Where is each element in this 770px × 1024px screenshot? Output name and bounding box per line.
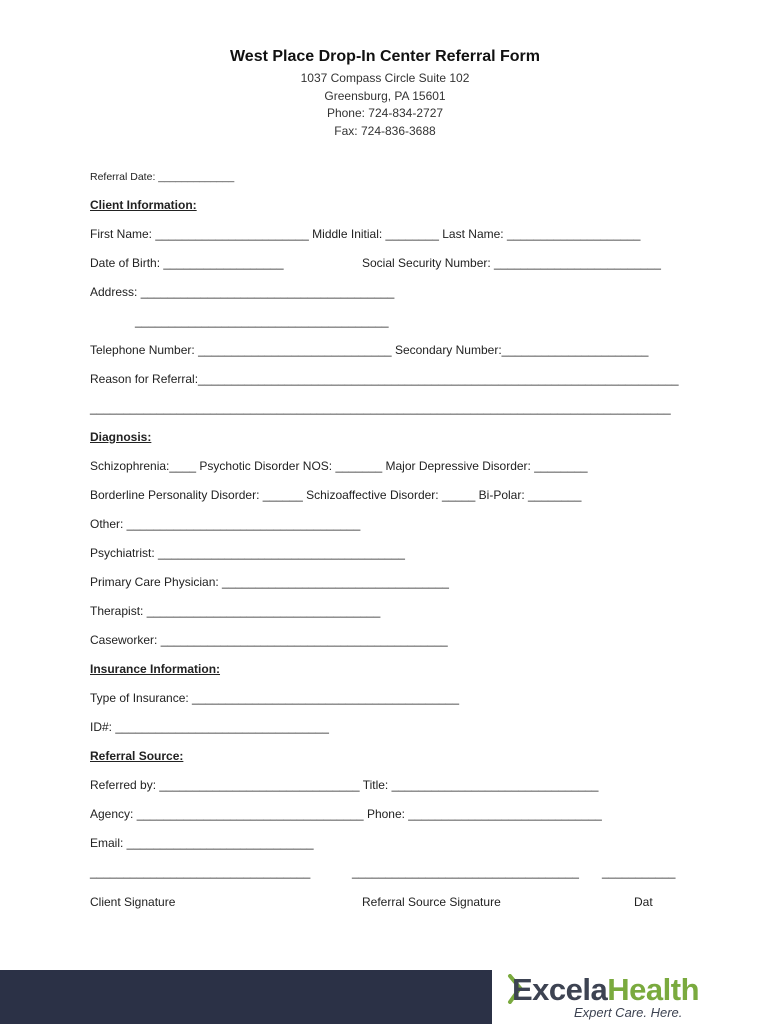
telephone-fields[interactable]: Telephone Number: _____________________________ Secondary Number:______________________ (90, 343, 649, 357)
referred-by-fields[interactable]: Referred by: ______________________________ Title: _______________________________ (90, 778, 599, 792)
date-label: Dat (634, 895, 653, 909)
name-fields[interactable]: First Name: _______________________ Middle Initial: ________ Last Name: ____________________ (90, 227, 641, 241)
logo-tagline: Expert Care. Here. (574, 1005, 683, 1020)
reason-for-referral-field[interactable]: Reason for Referral:________________________________________________________________________ (90, 372, 679, 386)
client-signature-label: Client Signature (90, 895, 176, 909)
client-info-heading: Client Information: (90, 198, 197, 212)
agency-phone-fields[interactable]: Agency: __________________________________ Phone: _____________________________ (90, 807, 602, 821)
ssn-field[interactable]: Social Security Number: _________________________ (362, 256, 661, 270)
referral-source-heading: Referral Source: (90, 749, 184, 763)
insurance-heading: Insurance Information: (90, 662, 221, 676)
primary-care-physician-field[interactable]: Primary Care Physician: __________________________________ (90, 575, 449, 589)
client-signature-line[interactable]: _________________________________ (90, 865, 311, 879)
referral-date-field[interactable]: Referral Date: _____________ (90, 171, 235, 183)
address-line-2: Greensburg, PA 15601 (324, 89, 446, 103)
fax-line: Fax: 724-836-3688 (334, 124, 436, 138)
caseworker-field[interactable]: Caseworker: ___________________________________________ (90, 633, 448, 647)
logo-health: Health (607, 972, 700, 1007)
other-diagnosis-field[interactable]: Other: ___________________________________ (90, 517, 361, 531)
address-field[interactable]: Address: ______________________________________ (90, 285, 395, 299)
logo-excela: Excela (512, 972, 608, 1007)
dob-field[interactable]: Date of Birth: __________________ (90, 256, 284, 270)
date-line[interactable]: ___________ (602, 865, 676, 879)
address-line-1: 1037 Compass Circle Suite 102 (300, 71, 470, 85)
footer-band (0, 970, 492, 1024)
insurance-type-field[interactable]: Type of Insurance: ________________________________________ (90, 691, 460, 705)
therapist-field[interactable]: Therapist: ___________________________________ (90, 604, 381, 618)
referral-source-signature-line[interactable]: __________________________________ (352, 865, 579, 879)
phone-line: Phone: 724-834-2727 (326, 106, 444, 120)
psychiatrist-field[interactable]: Psychiatrist: _____________________________________ (90, 546, 405, 560)
referral-source-signature-label: Referral Source Signature (362, 895, 501, 909)
diagnosis-heading: Diagnosis: (90, 430, 152, 444)
diagnosis-row-1[interactable]: Schizophrenia:____ Psychotic Disorder NOS: _______ Major Depressive Disorder: ________ (90, 459, 588, 473)
diagnosis-row-2[interactable]: Borderline Personality Disorder: ______ Schizoaffective Disorder: _____ Bi-Polar: ________ (90, 488, 582, 502)
form-title: West Place Drop-In Center Referral Form (229, 48, 540, 65)
excela-health-logo (512, 972, 762, 1022)
reason-for-referral-continued[interactable]: _______________________________________________________________________________________ (90, 401, 671, 415)
logo-wordmark (512, 972, 699, 1008)
address-field-continued[interactable]: ______________________________________ (135, 314, 389, 328)
email-field[interactable]: Email: ____________________________ (90, 836, 314, 850)
insurance-id-field[interactable]: ID#: ________________________________ (90, 720, 329, 734)
